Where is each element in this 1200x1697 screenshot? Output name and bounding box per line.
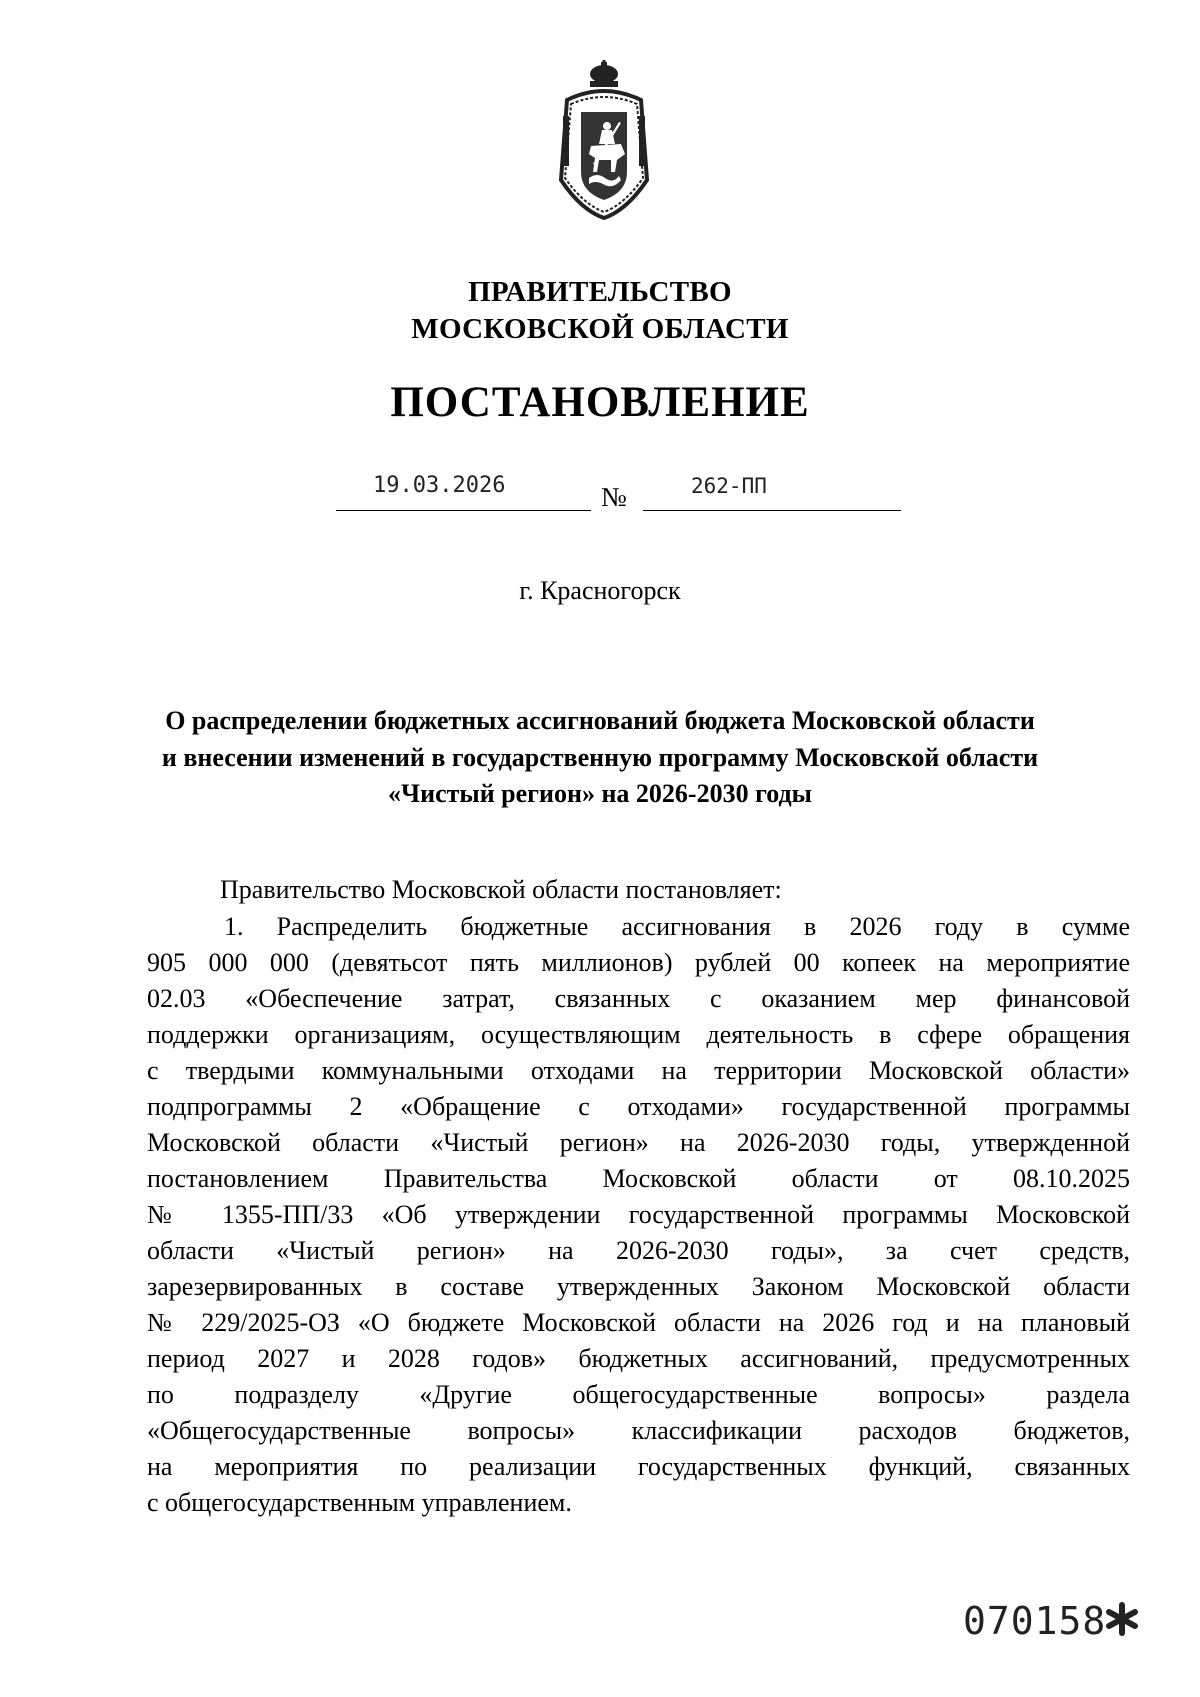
- body-line: зарезервированных в составе утвержденных Законом Московской области: [147, 1272, 1130, 1301]
- coat-of-arms-icon: [557, 60, 651, 220]
- body-line: 905 000 000 (девятьсот пять миллионов) рублей 00 копеек на мероприятие: [147, 948, 1130, 977]
- body-intro: Правительство Московской области постановляет:: [220, 875, 782, 904]
- document-number: 262-ПП: [691, 474, 767, 498]
- body-line: период 2027 и 2028 годов» бюджетных ассигнований, предусмотренных: [147, 1344, 1130, 1373]
- body-line: 1. Распределить бюджетные ассигнования в 2026 году в сумме: [224, 912, 1130, 941]
- place-of-issue: г. Красногорск: [519, 576, 681, 605]
- subject-line: О распределении бюджетных ассигнований бюджета Московской области: [165, 706, 1035, 735]
- body-line: постановлением Правительства Московской области от 08.10.2025: [147, 1164, 1130, 1193]
- government-name-line1: ПРАВИТЕЛЬСТВО: [468, 276, 732, 308]
- body-line: № 1355-ПП/33 «Об утверждении государственной программы Московской: [147, 1200, 1130, 1229]
- body-line: на мероприятия по реализации государственных функций, связанных: [147, 1452, 1130, 1481]
- number-sign: №: [601, 482, 627, 512]
- body-line: с общегосударственным управлением.: [147, 1488, 572, 1517]
- asterisk-mark-icon: [1103, 1600, 1141, 1638]
- government-name-line2: МОСКОВСКОЙ ОБЛАСТИ: [411, 313, 789, 345]
- body-line: «Общегосударственные вопросы» классификации расходов бюджетов,: [147, 1416, 1130, 1445]
- body-line: подпрограммы 2 «Обращение с отходами» государственной программы: [147, 1092, 1130, 1121]
- body-line: с твердыми коммунальными отходами на территории Московской области»: [147, 1056, 1130, 1085]
- body-line: № 229/2025-ОЗ «О бюджете Московской области на 2026 год и на плановый: [147, 1308, 1130, 1337]
- body-line: Московской области «Чистый регион» на 2026-2030 годы, утвержденной: [147, 1128, 1130, 1157]
- body-line: поддержки организациям, осуществляющим деятельность в сфере обращения: [147, 1020, 1130, 1049]
- body-line: по подразделу «Другие общегосударственные вопросы» раздела: [147, 1380, 1130, 1409]
- body-line: 02.03 «Обеспечение затрат, связанных с оказанием мер финансовой: [147, 984, 1130, 1013]
- document-date: 19.03.2026: [373, 473, 506, 498]
- number-underline: [643, 510, 901, 511]
- date-underline: [336, 510, 591, 511]
- subject-line: «Чистый регион» на 2026-2030 годы: [388, 779, 812, 808]
- document-type-title: ПОСТАНОВЛЕНИЕ: [390, 379, 810, 426]
- body-line: области «Чистый регион» на 2026-2030 годы», за счет средств,: [147, 1236, 1130, 1265]
- subject-line: и внесении изменений в государственную программу Московской области: [161, 743, 1039, 772]
- serial-number: 070158: [963, 1599, 1107, 1643]
